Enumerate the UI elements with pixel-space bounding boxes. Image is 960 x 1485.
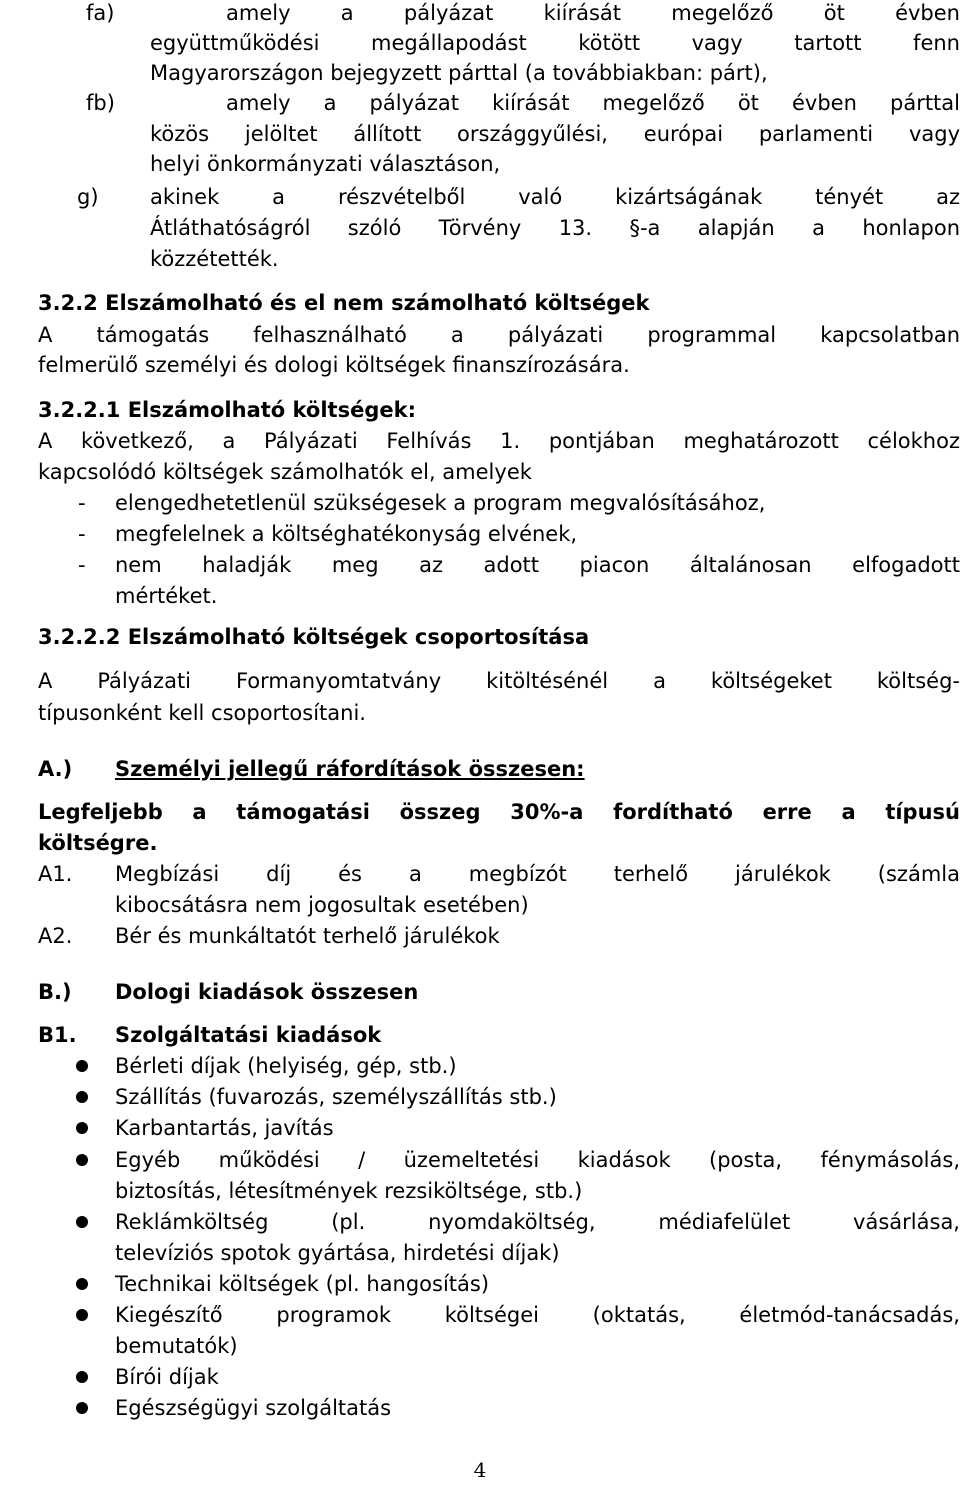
paragraph-line: kapcsolódó költségek számolhatók el, amelyek [38, 460, 532, 484]
bullet-item: Egyéb működési / üzemeltetési kiadások (posta, fénymásolás, [115, 1148, 960, 1172]
bullet-marker [76, 1122, 88, 1134]
bullet-marker [76, 1278, 88, 1290]
bullet-marker [76, 1216, 88, 1228]
item-a1-text: Megbízási díj és a megbízót terhelő járulékok (számla [115, 862, 960, 886]
bullet-marker [76, 1091, 88, 1103]
bullet-item: Kiegészítő programok költségei (oktatás, életmód-tanácsadás, [115, 1303, 960, 1327]
paragraph-line: amely a pályázat kiírását megelőző öt évben párttal [226, 91, 960, 115]
list-label-fb: fb) [86, 91, 115, 115]
list-label-g: g) [77, 185, 99, 209]
bullet-item-continuation: televíziós spotok gyártása, hirdetési díjak) [115, 1241, 560, 1265]
paragraph-line: közzétették. [150, 247, 279, 271]
bullet-marker [76, 1060, 88, 1072]
item-a1-text: kibocsátásra nem jogosultak esetében) [115, 893, 529, 917]
dash-list-item-continuation: mértéket. [115, 584, 218, 608]
paragraph-line: típusonként kell csoportosítani. [38, 701, 366, 725]
item-a2-text: Bér és munkáltatót terhelő járulékok [115, 924, 500, 948]
dash-marker: - [78, 553, 86, 577]
dash-list-item: nem haladják meg az adott piacon általánosan elfogadott [115, 553, 960, 577]
paragraph-line: A Pályázati Formanyomtatvány kitöltésénél a költségeket költség- [38, 669, 960, 693]
bullet-item: Bírói díjak [115, 1365, 219, 1389]
bullet-item-continuation: biztosítás, létesítmények rezsiköltsége, stb.) [115, 1179, 583, 1203]
bullet-item: Reklámköltség (pl. nyomdaköltség, médiafelület vásárlása, [115, 1210, 960, 1234]
section-heading-3-2-2-2: 3.2.2.2 Elszámolható költségek csoportosítása [38, 625, 590, 649]
page-number: 4 [473, 1458, 487, 1482]
paragraph-line: Átláthatóságról szóló Törvény 13. §-a alapján a honlapon [150, 216, 960, 240]
paragraph-line: helyi önkormányzati választáson, [150, 152, 501, 176]
limit-note-line: Legfeljebb a támogatási összeg 30%-a fordítható erre a típusú [38, 800, 960, 824]
item-b1-title: Szolgáltatási kiadások [115, 1023, 382, 1047]
paragraph-line: Magyarországon bejegyzett párttal (a továbbiakban: párt), [150, 61, 768, 85]
category-a-title: Személyi jellegű ráfordítások összesen: [115, 757, 585, 781]
bullet-item: Szállítás (fuvarozás, személyszállítás stb.) [115, 1085, 557, 1109]
section-heading-3-2-2-1: 3.2.2.1 Elszámolható költségek: [38, 398, 416, 422]
bullet-item: Karbantartás, javítás [115, 1116, 334, 1140]
bullet-item-continuation: bemutatók) [115, 1334, 238, 1358]
item-a1-label: A1. [38, 862, 73, 886]
category-a-label: A.) [38, 757, 73, 781]
bullet-marker [76, 1402, 88, 1414]
item-a2-label: A2. [38, 924, 73, 948]
paragraph-line: amely a pályázat kiírását megelőző öt évben [226, 1, 960, 25]
bullet-item: Bérleti díjak (helyiség, gép, stb.) [115, 1054, 457, 1078]
paragraph-line: közös jelöltet állított országgyűlési, európai parlamenti vagy [150, 122, 960, 146]
dash-marker: - [78, 522, 86, 546]
list-label-fa: fa) [86, 1, 115, 25]
category-b-label: B.) [38, 980, 72, 1004]
dash-marker: - [78, 491, 86, 515]
bullet-marker [76, 1154, 88, 1166]
bullet-marker [76, 1309, 88, 1321]
paragraph-line: akinek a részvételből való kizártságának tényét az [150, 185, 960, 209]
category-b-title: Dologi kiadások összesen [115, 980, 419, 1004]
bullet-item: Technikai költségek (pl. hangosítás) [115, 1272, 490, 1296]
dash-list-item: elengedhetetlenül szükségesek a program megvalósításához, [115, 491, 766, 515]
bullet-item: Egészségügyi szolgáltatás [115, 1396, 392, 1420]
section-heading-3-2-2: 3.2.2 Elszámolható és el nem számolható költségek [38, 291, 650, 315]
paragraph-line: együttműködési megállapodást kötött vagy tartott fenn [150, 31, 960, 55]
item-b1-label: B1. [38, 1023, 77, 1047]
dash-list-item: megfelelnek a költséghatékonyság elvének, [115, 522, 578, 546]
limit-note-line: költségre. [38, 831, 158, 855]
paragraph-line: A támogatás felhasználható a pályázati programmal kapcsolatban [38, 323, 960, 347]
paragraph-line: felmerülő személyi és dologi költségek finanszírozására. [38, 353, 630, 377]
paragraph-line: A következő, a Pályázati Felhívás 1. pontjában meghatározott célokhoz [38, 429, 960, 453]
bullet-marker [76, 1371, 88, 1383]
